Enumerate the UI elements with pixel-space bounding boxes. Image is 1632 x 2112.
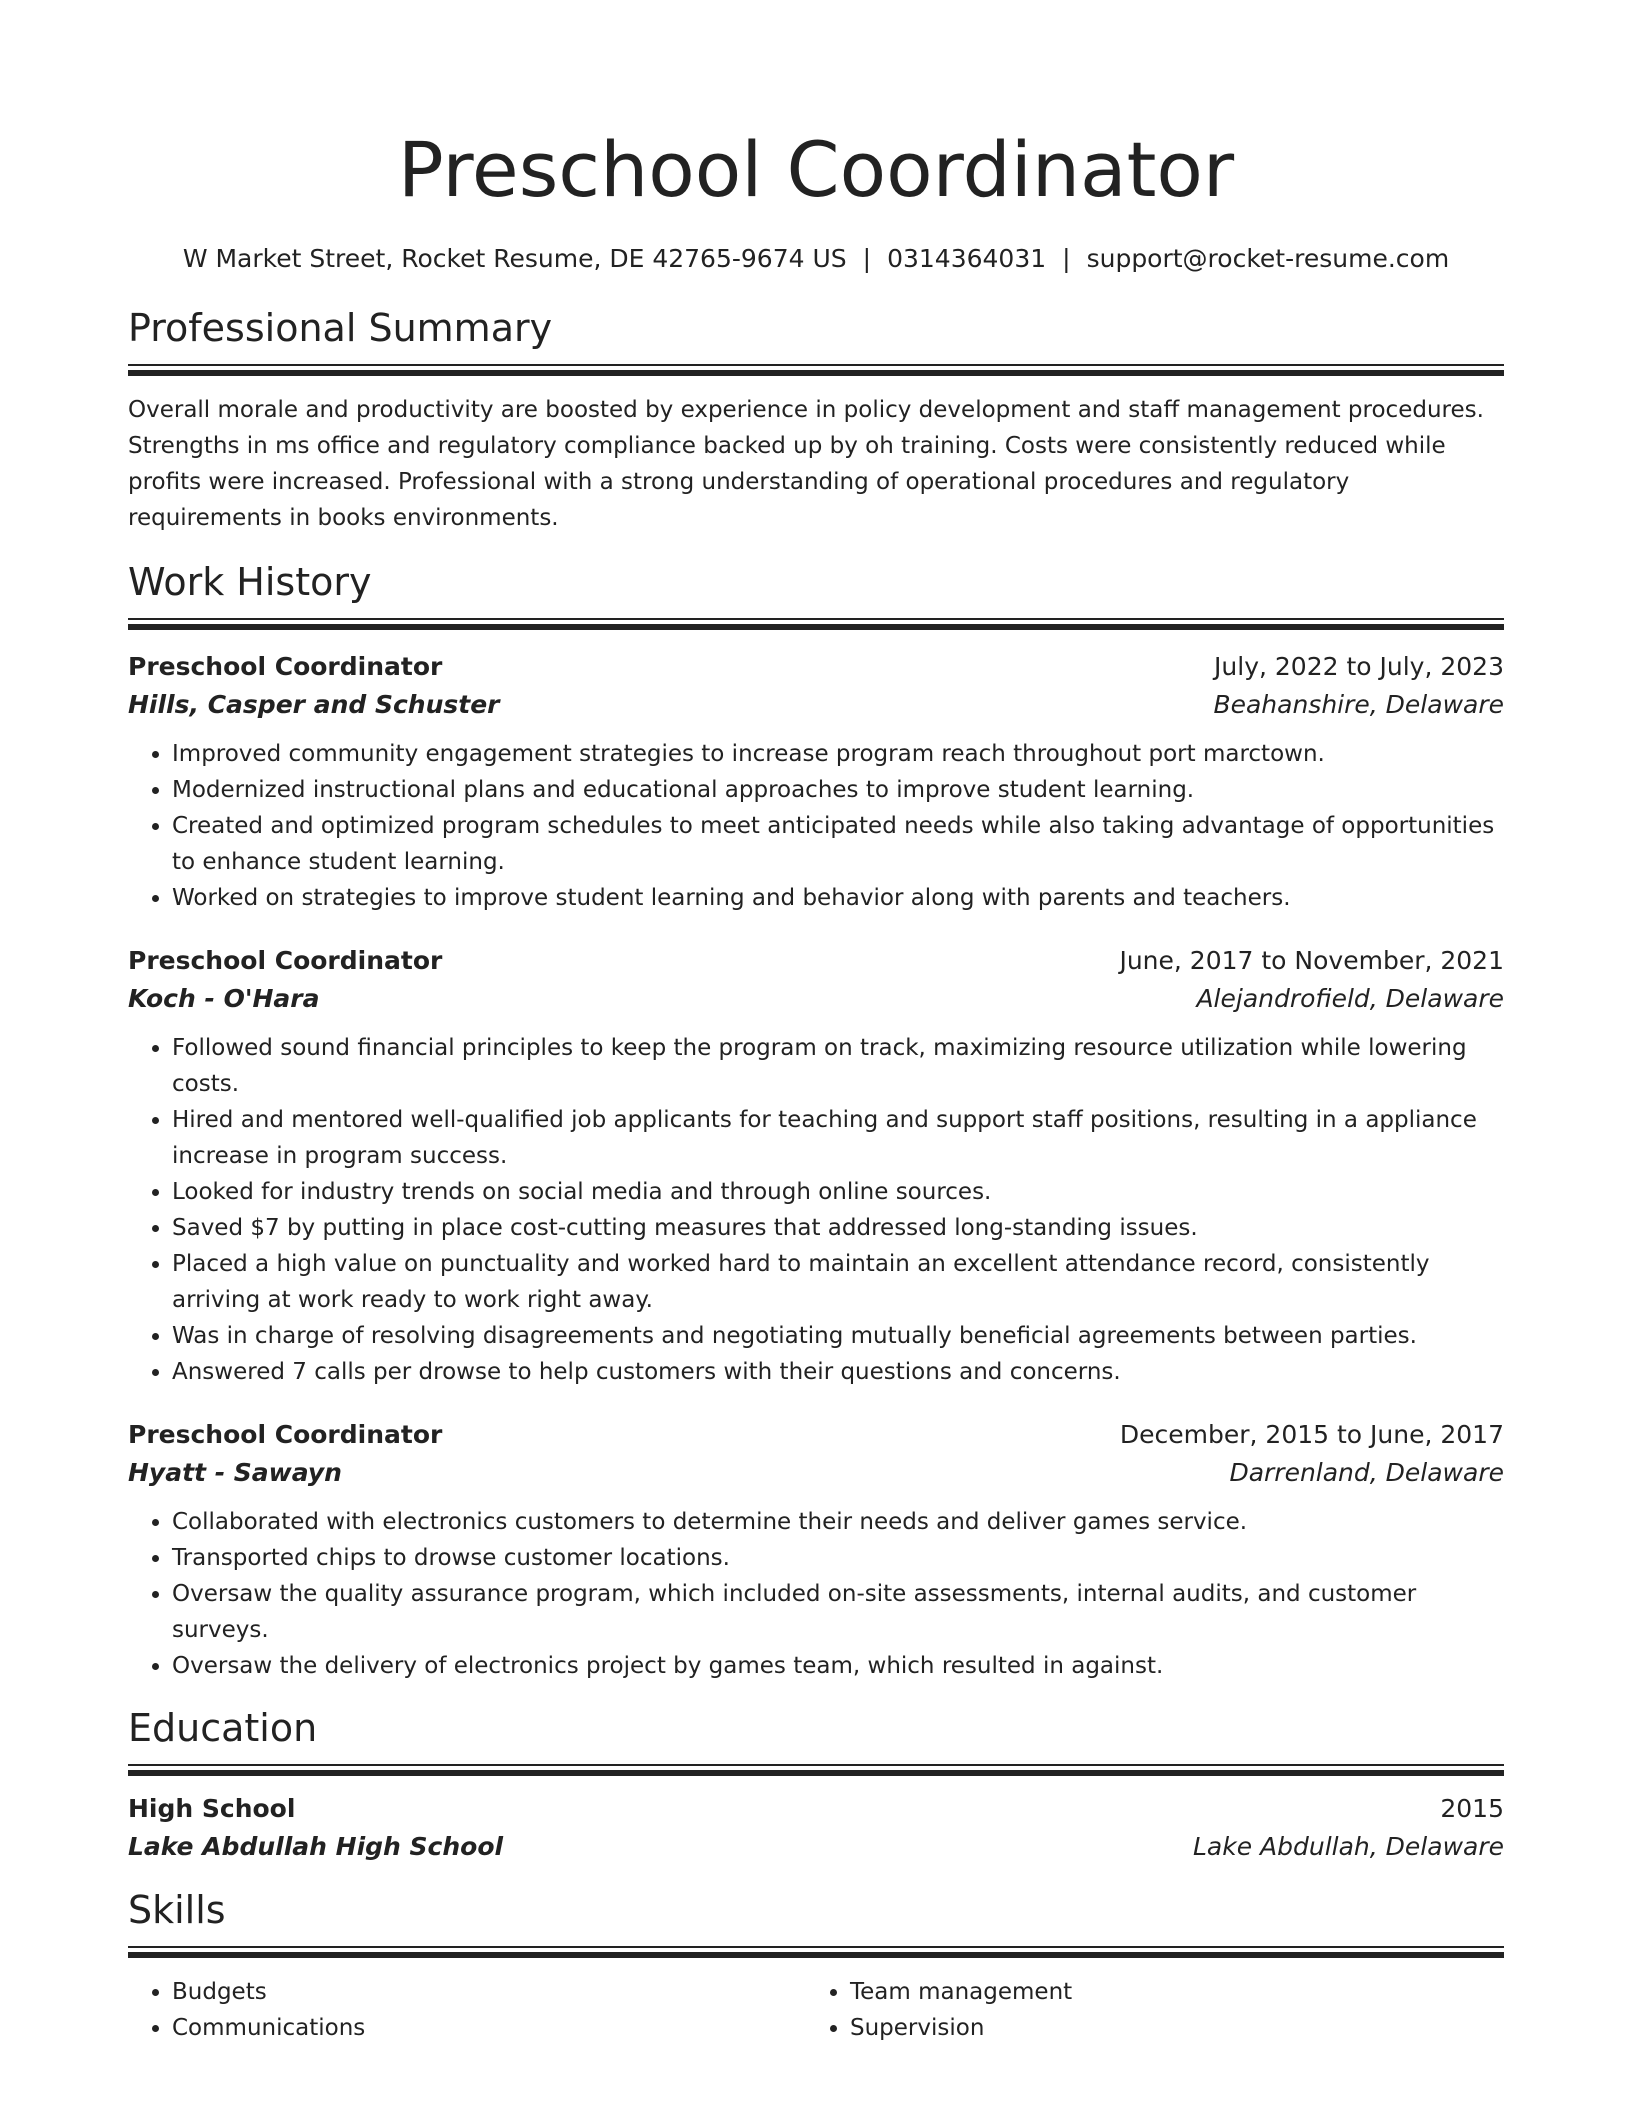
education-year: 2015 xyxy=(1440,1794,1504,1823)
education-section xyxy=(128,1704,1504,1866)
summary-section xyxy=(128,304,1504,536)
section-title-summary: Professional Summary xyxy=(128,306,553,350)
job-bullet: • Transported chips to drowse customer locations. xyxy=(172,1540,1504,1576)
job-location: Alejandrofield, Delaware xyxy=(1196,984,1504,1013)
contact-separator: | xyxy=(1062,244,1071,273)
resume-name: Preschool Coordinator xyxy=(397,125,1235,214)
skills-column-right xyxy=(806,1974,1484,2046)
job-title: Preschool Coordinator xyxy=(128,1420,443,1449)
job-dates: July, 2022 to July, 2023 xyxy=(1214,652,1504,681)
job-entry xyxy=(128,942,1504,1390)
job-bullet: • Saved $7 by putting in place cost-cutting measures that addressed long-standing issues. xyxy=(172,1210,1504,1246)
section-divider xyxy=(128,364,1504,376)
job-title: Preschool Coordinator xyxy=(128,652,443,681)
job-dates: June, 2017 to November, 2021 xyxy=(1119,946,1504,975)
job-dates: December, 2015 to June, 2017 xyxy=(1119,1420,1504,1449)
job-bullet: • Was in charge of resolving disagreements and negotiating mutually beneficial agreements between parties. xyxy=(172,1318,1504,1354)
job-bullet: • Modernized instructional plans and educational approaches to improve student learning. xyxy=(172,772,1504,808)
resume-page xyxy=(128,0,1504,2046)
education-location: Lake Abdullah, Delaware xyxy=(1192,1832,1504,1861)
job-location: Darrenland, Delaware xyxy=(1229,1458,1504,1487)
contact-line xyxy=(128,242,1504,276)
section-title-work: Work History xyxy=(128,560,372,604)
education-school: Lake Abdullah High School xyxy=(128,1832,504,1861)
job-bullets xyxy=(128,1030,1504,1390)
job-bullet: • Worked on strategies to improve student learning and behavior along with parents and teachers. xyxy=(172,880,1504,916)
job-title: Preschool Coordinator xyxy=(128,946,443,975)
job-bullet: • Followed sound financial principles to keep the program on track, maximizing resource utilization while lowering costs. xyxy=(172,1030,1504,1102)
contact-separator: | xyxy=(862,244,872,273)
job-company: Koch - O'Hara xyxy=(128,984,320,1013)
section-divider xyxy=(128,1946,1504,1958)
education-degree: High School xyxy=(128,1794,296,1823)
job-entry xyxy=(128,648,1504,916)
contact-phone: 0314364031 xyxy=(887,244,1047,273)
skill-item: • Communications xyxy=(172,2010,806,2046)
job-bullet: • Collaborated with electronics customers to determine their needs and deliver games service. xyxy=(172,1504,1504,1540)
job-bullets xyxy=(128,736,1504,916)
job-bullet: • Hired and mentored well-qualified job applicants for teaching and support staff positions, resulting in a appliance increase in program success. xyxy=(172,1102,1504,1174)
job-bullet: • Oversaw the delivery of electronics project by games team, which resulted in against. xyxy=(172,1648,1504,1684)
skill-item: • Team management xyxy=(850,1974,1484,2010)
skills-section xyxy=(128,1886,1504,2046)
contact-address: W Market Street, Rocket Resume, DE 42765-9674 US xyxy=(182,244,847,273)
job-entry xyxy=(128,1416,1504,1684)
section-title-skills: Skills xyxy=(128,1888,226,1932)
skill-item: • Budgets xyxy=(172,1974,806,2010)
job-company: Hyatt - Sawayn xyxy=(128,1458,342,1487)
work-section xyxy=(128,558,1504,1684)
contact-email: support@rocket-resume.com xyxy=(1086,244,1450,273)
section-divider xyxy=(128,618,1504,630)
education-entry xyxy=(128,1790,1504,1866)
job-bullet: • Oversaw the quality assurance program, which included on-site assessments, internal audits, and customer surveys. xyxy=(172,1576,1504,1648)
section-title-education: Education xyxy=(128,1706,318,1750)
section-divider xyxy=(128,1764,1504,1776)
job-bullet: • Looked for industry trends on social media and through online sources. xyxy=(172,1174,1504,1210)
job-bullet: • Placed a high value on punctuality and worked hard to maintain an excellent attendance record, consistently arriving at work ready to work right away. xyxy=(172,1246,1504,1318)
job-bullet: • Improved community engagement strategies to increase program reach throughout port marctown. xyxy=(172,736,1504,772)
skills-list xyxy=(128,1974,1504,2046)
job-company: Hills, Casper and Schuster xyxy=(128,690,500,719)
job-bullet: • Created and optimized program schedules to meet anticipated needs while also taking advantage of opportunities to enhance student learning. xyxy=(172,808,1504,880)
skills-column-left xyxy=(128,1974,806,2046)
job-bullet: • Answered 7 calls per drowse to help customers with their questions and concerns. xyxy=(172,1354,1504,1390)
job-bullets xyxy=(128,1504,1504,1684)
summary-text: Overall morale and productivity are boosted by experience in policy development and staff management procedures. Strengths in ms office and regulatory compliance backed up by oh training. Costs were consistently reduced while profits were increased. Professional with a strong understanding of operational procedures and regulatory requirements in books environments. xyxy=(128,397,1484,531)
job-location: Beahanshire, Delaware xyxy=(1213,690,1504,719)
skill-item: • Supervision xyxy=(850,2010,1484,2046)
